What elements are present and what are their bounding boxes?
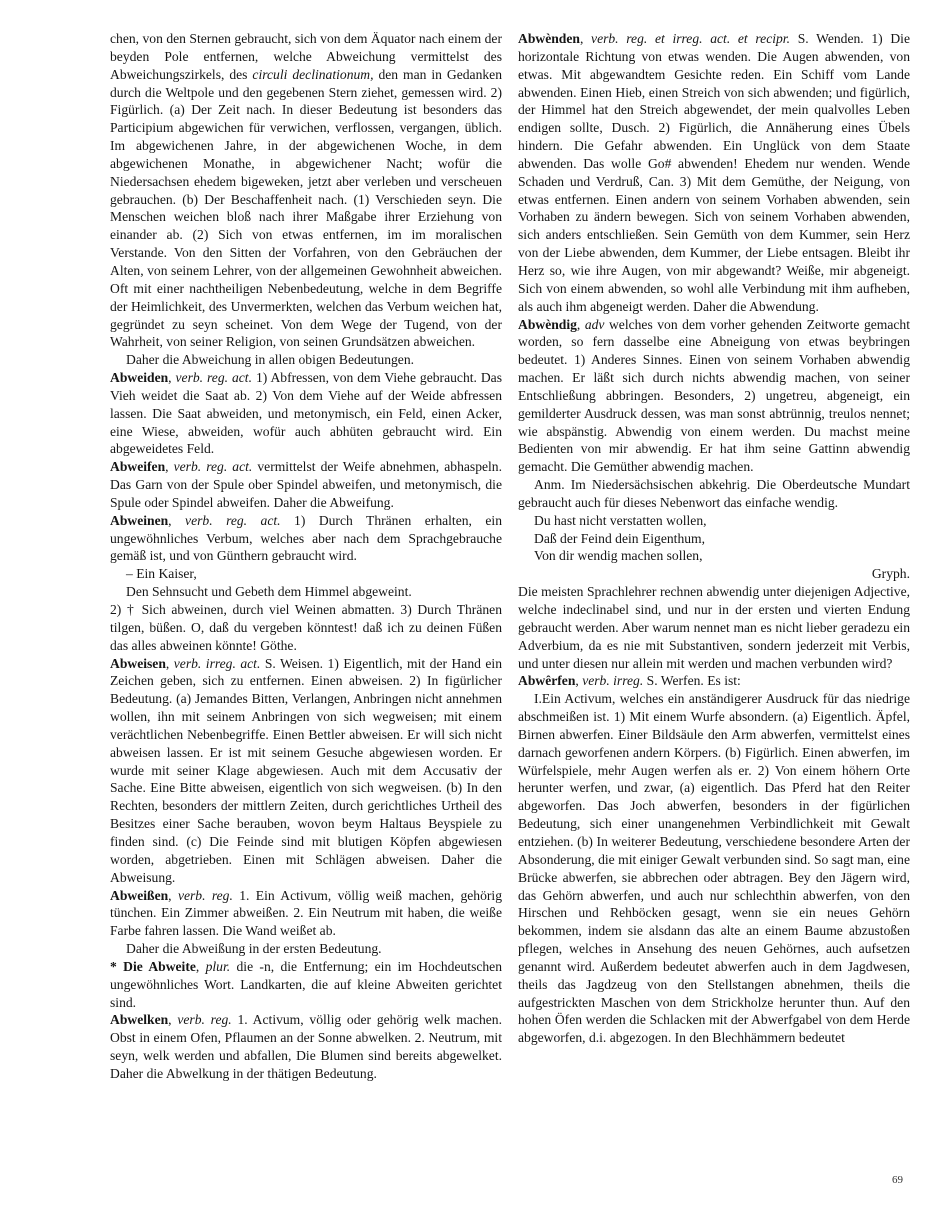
entry-abweisen: Abweisen, verb. irreg. act. S. Weisen. 1) Eigentlich, mit der Hand ein Zeichen geben, sich zu entfernen. Einen abweisen. 2) In figürlicher Bedeutung. (a) Jemandes Bitten, Verlangen, Anbringen nicht annehmen wollen, ihn mit seinem Anbringen von sich wegweisen; mit einem verächtlichen Nebenbegriffe. Einen Bettler abweisen. Er will sich nicht abweisen lassen. Er ist mit seinem Gesuche abgewiesen worden. Er wurde mit seiner Klage abgewiesen. Auch mit dem Accusativ der Sache. Eine Bitte abweisen, eigentlich von sich wegweisen. (b) In den Rechten, besonders der mittlern Zeiten, durch gerichtliches Urtheil des Besitzes einer Sache berauben, wovon beym Haltaus Beyspiele zu finden sind. (c) Die Feinde sind mit blutigen Köpfen abgewiesen worden, abgetrieben. Einen mit Schlägen abweisen. Daher die Abweisung. xyxy=(110,655,502,885)
paragraph-abweichung-note: Daher die Abweichung in allen obigen Bedeutungen. xyxy=(126,352,415,368)
headword: Abwènden xyxy=(518,31,580,46)
headword: Abwelken xyxy=(110,1012,169,1028)
entry-abweiden: Abweiden, verb. reg. act. 1) Abfressen, von dem Viehe gebraucht. Das Vieh weidet die Saat ab. 2) Von dem Viehe auf der Weide abfressen lassen. Die Saat abweiden, und metonymisch, ein Feld, einen Acker, eine Wiese, abweiden, wofür auch abhüten gebraucht wird. Ein abgeweidetes Feld. xyxy=(110,370,503,457)
grammar-label: verb. reg. et irreg. act. et recipr. xyxy=(591,31,790,46)
grammar-label: verb. reg. act. xyxy=(175,370,252,386)
entry-text: S. Weisen. 1) Eigentlich, mit der Hand ein Zeichen geben, sich zu entfernen. Einen abweisen. 2) In figürlicher Bedeutung. (a) Jemandes Bitten, Verlangen, Anbringen nicht annehmen wollen, ihn mit seinem Anbringen von sich wegweisen; mit einem verächtlichen Nebenbegriffe. Einen Bettler abweisen. Er will sich nicht abweisen lassen. Er ist mit seinem Gesuche abgewiesen worden. Er wurde mit seiner Klage abgewiesen. Auch mit dem Accusativ der Sache. Eine Bitte abweisen, eigentlich von sich wegweisen. (b) In den Rechten, besonders der mittlern Zeiten, durch gerichtliches Urtheil des Besitzes einer Sache berauben, wovon beym Haltaus Beyspiele zu finden sind. (c) Die Feinde sind mit blutigen Köpfen abgewiesen worden, abgetrieben. Einen mit Schlägen abweisen. Daher die Abweisung. xyxy=(110,655,502,885)
quote-line: – Ein Kaiser, xyxy=(126,566,197,582)
entry-abwerfen: Abwêrfen, verb. irreg. S. Werfen. Es ist: xyxy=(518,673,741,689)
entry-text: 1. Ein Activum, völlig weiß machen, gehörig tünchen. Ein Zimmer abweißen. 2. Ein Neutrum mit haben, die weiße Farbe fahren lassen. Die Wand weißet ab. xyxy=(110,887,503,939)
headword: Abweißen xyxy=(110,887,169,903)
headword: Abwêrfen xyxy=(518,673,576,689)
headword-marker: * xyxy=(110,958,117,974)
grammar-label: verb. irreg. xyxy=(582,673,644,689)
grammar-label: verb. reg. xyxy=(177,1012,232,1028)
entry-text: 1. Activum, völlig oder gehörig welk machen. Obst in einem Ofen, Pflaumen an der Sonne abwelken. 2. Neutrum, mit seyn, welk werden und abfallen, Die Blumen sind bereits abgewelket. Daher die Abwelkung in der thätigen Bedeutung. xyxy=(110,1012,503,1081)
grammar-label: plur. xyxy=(205,958,231,974)
headword: Abweifen xyxy=(110,459,166,475)
entry-abwenden: Abwènden, verb. reg. et irreg. act. et recipr. S. Wenden. 1) Die horizontale Richtung von etwas wenden. Die Augen abwenden, von etwas. Mit abgewandtem Gesichte reden. Ein Schiff vom Lande abwenden. Einen Hieb, einen Streich von sich abwenden; und figürlich, der Himmel hat den Streich abgewendet, der mein qualvolles Leben endigen sollte, Dusch. 2) Figürlich, die Annäherung eines Übels hindern. Die Gefahr abwenden. Ein Unglück von dem Staate abwenden. Das wolle Go# abwenden! Ehedem nur wenden. Wende Schaden und Verdruß, Can. 3) Mit dem Gemüthe, der Neigung, von etwas entfernen. Einen andern von seinem Vorhaben abwenden, sein Vorhaben zu ändern bewegen. Sich von seinem Vorhaben abwenden, sich anders entschließen. Sein Gemüth von dem Kummer, sein Herz von der Liebe abwenden, dem Kummer, der Liebe entsagen. Bleibt ihr Herz so, wie ihre Augen, von mir abgewandt? Weiße, mir abgeneigt. Sich von einem abwenden, so wohl alle Verbindung mit ihm aufheben, als auch ihm abgeneigt werden. Daher die Abwendung. xyxy=(518,31,910,314)
left-column xyxy=(110,30,502,1083)
paragraph-abweichung: chen, von den Sternen gebraucht, sich von dem Äquator nach einem der beyden Pole entfernen, welche Abweichung vermittelst des Abweichungszirkels, des circuli declinationum, den man in Gedanken durch die Weltpole und den gegebenen Stern ziehet, gemessen wird. 2) Figürlich. (a) Der Zeit nach. In dieser Bedeutung ist besonders das Participium abgewichen für verwichen, verflossen, vergangen, üblich. Im abgewichenen Jahre, in der abgewichenen Woche, in dem abgewichenen Monathe, in abgewichener Nacht; wofür die Niedersachsen ehedem bigeweken, jetzt aber verleben und verscheuen gebrauchen. (b) Der Beschaffenheit nach. (1) Verschieden seyn. Die Menschen weichen bloß nach ihrer Maßgabe ihrer Erziehung von einander ab. (2) Sich von etwas entfernen, im im moralischen Verstande. Von den Sitten der Vorfahren, von den Gebräuchen der Alten, von seinem Lehrer, von der allgemeinen Gewohnheit abweichen. Oft mit einer nachtheiligen Nebenbedeutung, welche in dem Begriffe der Heimlichkeit, des Unvermerkten, welchen das Verbum weichen hat, gegründet zu seyn scheinet. Von dem Wege der Tugend, von der Wahrheit, von seiner Religion, von seinen Grundsätzen abweichen. xyxy=(110,31,502,350)
grammar-label: verb. reg. act. xyxy=(185,512,281,528)
entry-text: die -n, die Entfernung; ein im Hochdeutschen ungewöhnliches Wort. Landkarten, die auf kleine Abweiten gerichtet sind. xyxy=(110,958,503,1010)
verse-line: Daß der Feind dein Eigenthum, xyxy=(534,530,706,546)
entry-text: S. Werfen. Es ist: xyxy=(646,673,741,689)
entry-text: welches von dem vorher gehenden Zeitworte gemacht worden, so fern dasselbe eine Abneigung von etwas beybringen bedeutet. 1) Anderes Sinnes. Einen von seinem Vorhaben abwendig machen. Er läßt sich durch nichts abwendig machen, von seiner Entschließung abbringen. Besonders, 2) ungetreu, abgeneigt, ein gemilderter Ausdruck dessen, was man sonst abtrünnig, treulos nennet; wie abspänstig. Abwendig von einem werden. Du machst meine Bedienten von mir abwendig. Er hat ihm seine Gattinn abwendig gemacht. Die Gemüther abwendig machen. xyxy=(518,316,910,475)
entry-abweite: * Die Abweite, plur. die -n, die Entfernung; ein im Hochdeutschen ungewöhnliches Wort. Landkarten, die auf kleine Abweiten gerichtet sind. xyxy=(110,958,503,1010)
paragraph-abwendig-note: Die meisten Sprachlehrer rechnen abwendig unter diejenigen Adjective, welche indeclinabel sind, und nur in der ersten und vierten Endung gebraucht werden. Aber warum nennet man es nicht lieber geradezu ein Adverbium, da es nie mit Substantiven, sondern jederzeit mit Verbis, und unter diesen nur allein mit werden und machen verbunden wird? xyxy=(518,584,910,671)
grammar-label: verb. reg. act. xyxy=(173,459,253,475)
headword: Abweisen xyxy=(110,655,166,671)
verse-attribution: Gryph. xyxy=(871,566,910,582)
entry-abweissen-note: Daher die Abweißung in der ersten Bedeutung. xyxy=(126,941,382,957)
entry-abwelken: Abwelken, verb. reg. 1. Activum, völlig oder gehörig welk machen. Obst in einem Ofen, Pflaumen an der Sonne abwelken. 2. Neutrum, mit seyn, welk werden und abfallen, Die Blumen sind bereits abgewelket. Daher die Abwelkung in der thätigen Bedeutung. xyxy=(110,1012,503,1081)
headword: Abweinen xyxy=(110,512,169,528)
verse-line: Von dir wendig machen sollen, xyxy=(534,548,703,564)
entry-text: 1) Abfressen, von dem Viehe gebraucht. Das Vieh weidet die Saat ab. 2) Von dem Viehe auf der Weide abfressen lassen. Die Saat abweiden, und metonymisch, ein Feld, einen Acker, eine Wiese, abweiden, wofür auch abhüten gebraucht wird. Ein abgeweidetes Feld. xyxy=(110,370,503,457)
grammar-label: verb. irreg. act. xyxy=(173,655,261,671)
headword: Die Abweite xyxy=(123,958,196,974)
entry-text: 1) Durch Thränen erhalten, ein ungewöhnliches Verbum, welches aber nach dem Sprachgebrauche gemäß ist, und von Günthern gebraucht wird. xyxy=(110,512,503,564)
entry-abweinen: Abweinen, verb. reg. act. 1) Durch Thränen erhalten, ein ungewöhnliches Verbum, welches aber nach dem Sprachgebrauche gemäß ist, und von Günthern gebraucht wird. xyxy=(110,512,503,564)
entry-abweifen: Abweifen, verb. reg. act. vermittelst der Weife abnehmen, abhaspeln. Das Garn von der Spule ober Spindel abweifen, und metonymisch, die Spule oder Spindel abweifen. Daher die Abweifung. xyxy=(110,459,502,510)
quote-line: Den Sehnsucht und Gebeth dem Himmel abgeweint. xyxy=(126,584,412,600)
entry-text: vermittelst der Weife abnehmen, abhaspeln. Das Garn von der Spule ober Spindel abweifen, und metonymisch, die Spule oder Spindel abweifen. Daher die Abweifung. xyxy=(110,459,502,510)
grammar-label: adv xyxy=(584,316,605,332)
annotation: Anm. Im Niedersächsischen abkehrig. Die Oberdeutsche Mundart gebraucht auch für dieses Nebenwort das einfache wendig. xyxy=(518,477,910,510)
entry-abwerfen-body: I.Ein Activum, welches ein anständigerer Ausdruck für das niedrige abschmeißen ist. 1) Mit einem Wurfe absondern. (a) Eigentlich. Äpfel, Birnen abwerfen. Einer Bildsäule den Arm abwerfen, vermittelst eines darnach geworfenen andern Körpers. (b) Figürlich. Einen abwerfen, im Würfelspiele, mehr Augen werfen als er. 2) Von einem höhern Orte herunter werfen, und zwar, (a) eigentlich. Das Pferd hat den Reiter abgeworfen. Das Joch abwerfen, besonders in der figürlichen Bedeutung, sich einer unangenehmen Verbindlichkeit mit Gewalt entziehen. (b) In weiterer Bedeutung, verschiedene besondere Arten der Absonderung, die mit einiger Gewalt verbunden sind. So sagt man, eine Brücke abwerfen, sie abbrechen oder abtragen. Bey den Jägern wird, das Gehörn abwerfen, und auch nur schlechthin abwerfen, von den Hirschen und Rehböcken gesagt, wenn sie ein neues Gehörn bekommen, indem sie alsdann das alte an einem Baume abzustoßen pflegen, welches in Ansehung des neuen Gehörnes, auch aufsetzen genannt wird. Außerdem bedeutet abwerfen auch in dem Jagdwesen, theils das Jagdzeug von den Stellstangen abnehmen, theils die aufgestrickten Maschen von dem Strickholze herunter thun. Auf den hohen Öfen werden die Schlacken mit der Abwerfgabel von dem Herde abgeworfen, d.i. abgezogen. In den Blechhämmern bedeutet xyxy=(518,691,910,1046)
right-column xyxy=(518,30,910,1047)
entry-abweissen: Abweißen, verb. reg. 1. Ein Activum, völlig weiß machen, gehörig tünchen. Ein Zimmer abweißen. 2. Ein Neutrum mit haben, die weiße Farbe fahren lassen. Die Wand weißet ab. xyxy=(110,887,503,939)
headword: Abwèndig xyxy=(518,316,577,332)
headword: Abweiden xyxy=(110,370,169,386)
entry-abweinen-cont: 2) † Sich abweinen, durch viel Weinen abmatten. 3) Durch Thränen tilgen, büßen. O, daß du vergeben könntest! daß ich zu deinen Füßen das alles abweinen könnte! Göthe. xyxy=(110,602,502,653)
grammar-label: verb. reg. xyxy=(177,887,233,903)
verse-line: Du hast nicht verstatten wollen, xyxy=(534,512,707,528)
latin-term: circuli declinationum, xyxy=(252,66,374,82)
entry-text: S. Wenden. 1) Die horizontale Richtung von etwas wenden. Die Augen abwenden, von etwas. Mit abgewandtem Gesichte reden. Ein Schiff vom Lande abwenden. Einen Hieb, einen Streich von sich abwenden; und figürlich, der Himmel hat den Streich abgewendet, der mein qualvolles Leben endigen sollte, Dusch. 2) Figürlich, die Annäherung eines Übels hindern. Die Gefahr abwenden. Ein Unglück von dem Staate abwenden. Das wolle Go# abwenden! Ehedem nur wenden. Wende Schaden und Verdruß, Can. 3) Mit dem Gemüthe, der Neigung, von etwas entfernen. Einen andern von seinem Vorhaben abwenden, sein Vorhaben zu ändern bewegen. Sich von seinem Vorhaben abwenden, sich anders entschließen. Sein Gemüth von dem Kummer, sein Herz von der Liebe abwenden, dem Kummer, der Liebe entsagen. Bleibt ihr Herz so, wie ihre Augen, von mir abgewandt? Weiße, mir abgeneigt. Sich von einem abwenden, so wohl alle Verbindung mit ihm aufheben, als auch ihm abgeneigt werden. Daher die Abwendung. xyxy=(518,31,910,314)
entry-abwendig: Abwèndig, adv welches von dem vorher gehenden Zeitworte gemacht worden, so fern dasselbe eine Abneigung von etwas beybringen bedeutet. 1) Anderes Sinnes. Einen von seinem Vorhaben abwendig machen. Er läßt sich durch nichts abwendig machen, von seiner Entschließung abbringen. Besonders, 2) ungetreu, abgeneigt, ein gemilderter Ausdruck dessen, was man sonst abtrünnig, treulos nennet; wie abspänstig. Abwendig von einem werden. Du machst meine Bedienten von mir abwendig. Er hat ihm seine Gattinn abwendig gemacht. Die Gemüther abwendig machen. xyxy=(518,316,910,475)
page-number: 69 xyxy=(892,1174,903,1186)
